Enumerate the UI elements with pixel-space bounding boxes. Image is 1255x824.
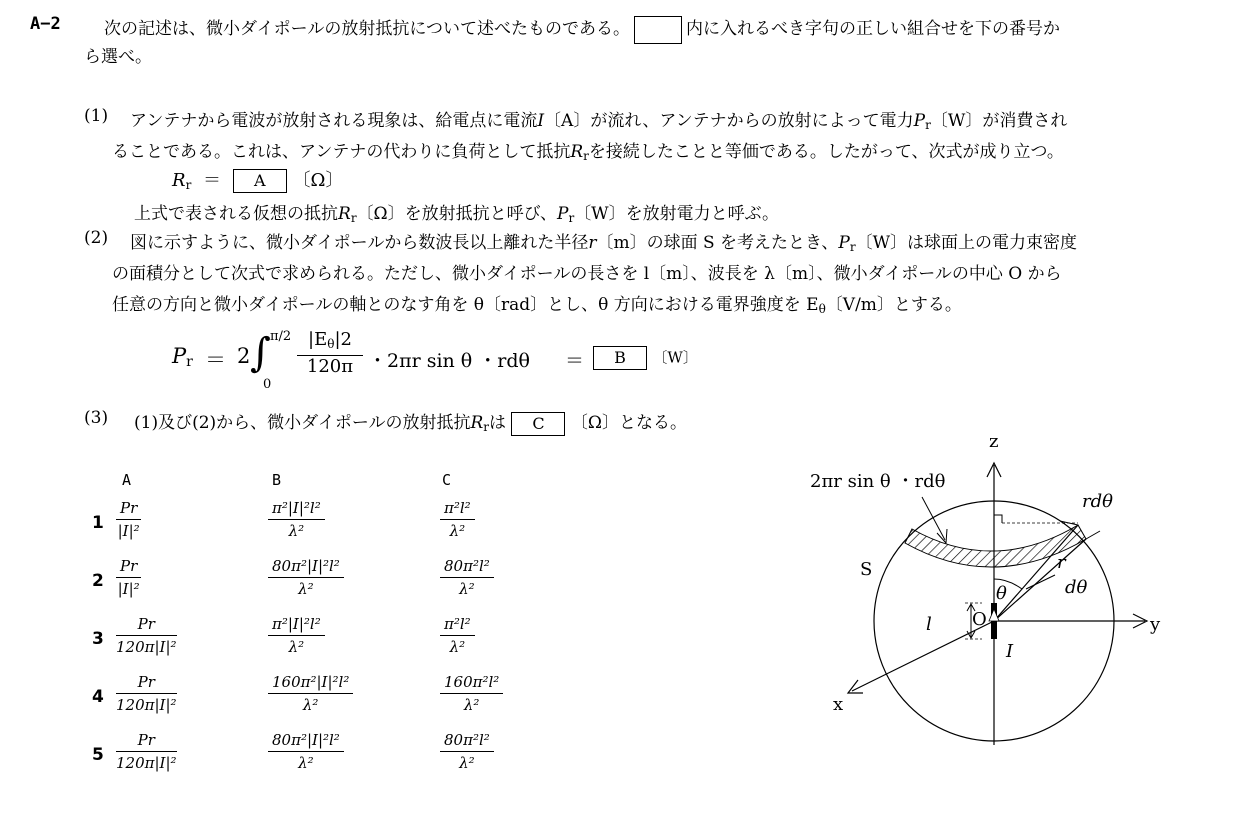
section2-number: (2) (84, 228, 109, 248)
col-header-a: A (122, 471, 132, 489)
fraction-denominator: 120π|I|² (116, 754, 177, 772)
choice-a-fraction (116, 672, 177, 715)
s1l3-b: 〔Ω〕を放射抵抗と呼び、 (356, 204, 557, 224)
question-number: A−2 (30, 14, 61, 34)
sub-r: r (583, 149, 589, 163)
s3-b: は (489, 413, 507, 433)
sub-theta: θ (818, 302, 826, 316)
s1l1-a: アンテナから電波が放射される現象は、給電点に電流 (130, 111, 538, 131)
var-R: R (338, 204, 351, 224)
var-R: R (470, 413, 484, 433)
label-x: x (833, 694, 844, 715)
eq-b-unit: 〔W〕 (652, 348, 698, 367)
fraction-denominator: λ² (298, 754, 314, 772)
fraction-numerator: Pr (116, 730, 177, 752)
choice-b-fraction (268, 730, 344, 773)
rdtheta-arrow-2 (1086, 531, 1100, 539)
eq-b-rest: ・2πr sin θ ・rdθ (368, 350, 530, 372)
label-theta: θ (996, 583, 1007, 604)
eq-b-lhs (172, 344, 193, 370)
choice-a-fraction (116, 556, 141, 599)
choice-c-fraction (440, 614, 475, 657)
eq-b-fraction (297, 330, 363, 377)
fraction-denominator: λ² (302, 696, 319, 714)
int-lower: 0 (263, 377, 272, 392)
fraction-denominator: |I|² (117, 580, 140, 598)
fraction-denominator: λ² (459, 580, 475, 598)
integral-sign: ∫ (250, 330, 271, 376)
eq-b-coef: 2 (237, 344, 251, 368)
fraction-numerator: Pr (116, 614, 177, 636)
var-R: R (570, 142, 584, 162)
fraction-denominator: 120π|I|² (116, 696, 177, 714)
label-strip-area: 2πr sin θ ・rdθ (810, 471, 946, 492)
sub-r: r (483, 420, 490, 434)
fraction-numerator: 80π²|I|²l² (268, 730, 344, 752)
eq-b-P: P (172, 344, 187, 368)
label-i: I (1006, 641, 1014, 662)
s1l1-b: 〔A〕が流れ、アンテナからの放射によって電力 (544, 111, 914, 131)
fraction-denominator: λ² (449, 522, 466, 540)
var-P: P (556, 204, 569, 224)
x-axis (852, 621, 994, 691)
eq-b-equals1: ＝ (205, 348, 226, 372)
col-header-c: C (442, 471, 452, 489)
choice-a-fraction (116, 730, 177, 773)
choice-number[interactable]: 2 (92, 571, 104, 591)
label-rdtheta: rdθ (1082, 491, 1113, 512)
fraction-denominator: λ² (298, 580, 314, 598)
choice-b-fraction (268, 672, 353, 715)
answer-box-a: A (233, 169, 287, 193)
fraction-denominator: λ² (288, 522, 305, 540)
strip-pointer (922, 497, 945, 540)
int-upper: π/2 (270, 329, 292, 344)
s2l1-c: 〔W〕は球面上の電力束密度 (855, 233, 1078, 253)
fraction-numerator: Pr (116, 498, 141, 520)
choice-number[interactable]: 4 (92, 687, 104, 707)
dtheta-pointer (1026, 575, 1055, 589)
s3-a: (1)及び(2)から、微小ダイポールの放射抵抗 (134, 413, 471, 433)
eq-unit: 〔Ω〕 (292, 170, 344, 191)
equation-a (172, 166, 343, 193)
fraction-numerator: 80π²l² (440, 730, 494, 752)
choice-c-fraction (440, 556, 494, 599)
sub-r: r (568, 211, 575, 225)
frac-num-sup: |2 (334, 329, 352, 350)
current-arrow-icon (989, 609, 999, 621)
fraction-denominator: |I|² (117, 522, 140, 540)
section1-number: (1) (84, 106, 109, 126)
label-z: z (989, 431, 999, 452)
choice-number[interactable]: 1 (92, 513, 104, 533)
choice-c-fraction (440, 730, 494, 773)
section3-text (134, 408, 687, 436)
dipole-figure (760, 425, 1180, 755)
frac-num: |E (308, 329, 328, 350)
s2l3-end: 〔V/m〕とする。 (825, 295, 962, 315)
var-r: r (588, 233, 597, 253)
choice-b-fraction (268, 556, 344, 599)
section1-line3 (134, 199, 779, 225)
var-P: P (838, 233, 850, 253)
s2l3-a: 任意の方向と微小ダイポールの軸とのなす角を θ〔rad〕とし、θ 方向における電界強度を E (112, 295, 819, 315)
choice-a-fraction (116, 614, 177, 657)
fraction-numerator: 160π²|I|²l² (268, 672, 353, 694)
radius-line-1 (994, 525, 1078, 621)
s3-c: 〔Ω〕となる。 (570, 413, 687, 433)
s1l1-c: 〔W〕が消費され (930, 111, 1068, 131)
sub-r: r (350, 211, 357, 225)
s2l1-b: 〔m〕の球面 S を考えたとき、 (596, 233, 839, 253)
fraction-denominator: λ² (449, 638, 466, 656)
choice-number[interactable]: 5 (92, 745, 104, 765)
fraction-denominator: λ² (288, 638, 305, 656)
section2-line2: の面積分として次式で求められる。ただし、微小ダイポールの長さを l〔m〕、波長を λ〔m〕、微小ダイポールの中心 O から (112, 264, 1062, 284)
choice-c-fraction (440, 498, 475, 541)
s1l2-a: ることである。これは、アンテナの代わりに負荷として抵抗 (112, 142, 571, 162)
s1l3-a: 上式で表される仮想の抵抗 (134, 204, 338, 224)
stem-text-2: 内に入れるべき字句の正しい組合せを下の番号か (685, 19, 1060, 39)
fraction-numerator: π²l² (440, 614, 475, 636)
stem-line-2: ら選べ。 (84, 47, 152, 67)
choice-c-fraction (440, 672, 503, 715)
eq-b-box-wrap (593, 346, 698, 370)
eq-b-equals2: ＝ (565, 350, 585, 372)
blank-box (634, 16, 682, 44)
stem-text-1: 次の記述は、微小ダイポールの放射抵抗について述べたものである。 (104, 19, 630, 39)
var-P: P (913, 111, 926, 131)
frac-den: 120π (306, 356, 354, 377)
fraction-numerator: Pr (116, 672, 177, 694)
section3-number: (3) (84, 408, 109, 428)
col-header-b: B (272, 471, 282, 489)
fraction-numerator: Pr (116, 556, 141, 578)
eq-equals: ＝ (203, 170, 222, 191)
fraction-numerator: π²|I|²l² (268, 498, 325, 520)
fraction-denominator: λ² (463, 696, 480, 714)
label-dtheta: dθ (1065, 577, 1088, 598)
answer-box-b: B (593, 346, 647, 370)
label-s: S (860, 559, 873, 580)
s1l3-c: 〔W〕を放射電力と呼ぶ。 (574, 204, 780, 224)
fraction-denominator: λ² (459, 754, 475, 772)
fraction-denominator: 120π|I|² (116, 638, 177, 656)
fraction-numerator: 160π²l² (440, 672, 503, 694)
fraction-numerator: 80π²l² (440, 556, 494, 578)
label-l: l (926, 614, 932, 635)
choice-b-fraction (268, 614, 325, 657)
choice-a-fraction (116, 498, 141, 541)
eq-b-sub: r (186, 354, 193, 370)
section1-line1 (130, 106, 1067, 132)
answer-box-c: C (511, 412, 565, 436)
question-stem (104, 14, 1060, 44)
eq-sub-r: r (185, 178, 192, 192)
s1l2-b: を接続したことと等価である。したがって、次式が成り立つ。 (588, 142, 1064, 162)
var-I: I (537, 111, 545, 131)
s2l1-a: 図に示すように、微小ダイポールから数波長以上離れた半径 (130, 233, 589, 253)
fraction-numerator: π²l² (440, 498, 475, 520)
fraction-numerator: 80π²|I|²l² (268, 556, 344, 578)
section2-line3 (112, 290, 962, 316)
choice-number[interactable]: 3 (92, 629, 104, 649)
label-r: r (1057, 552, 1066, 573)
eq-var-R: R (172, 170, 186, 191)
frac-num-sub: θ (327, 337, 335, 351)
right-angle-marker (994, 515, 1002, 523)
choice-b-fraction (268, 498, 325, 541)
fraction-numerator: π²|I|²l² (268, 614, 325, 636)
section1-line2 (112, 137, 1064, 163)
sub-r: r (849, 240, 856, 254)
sub-r: r (925, 118, 931, 132)
label-o: O (972, 609, 987, 630)
section2-line1 (130, 228, 1077, 254)
label-y: y (1150, 614, 1161, 635)
